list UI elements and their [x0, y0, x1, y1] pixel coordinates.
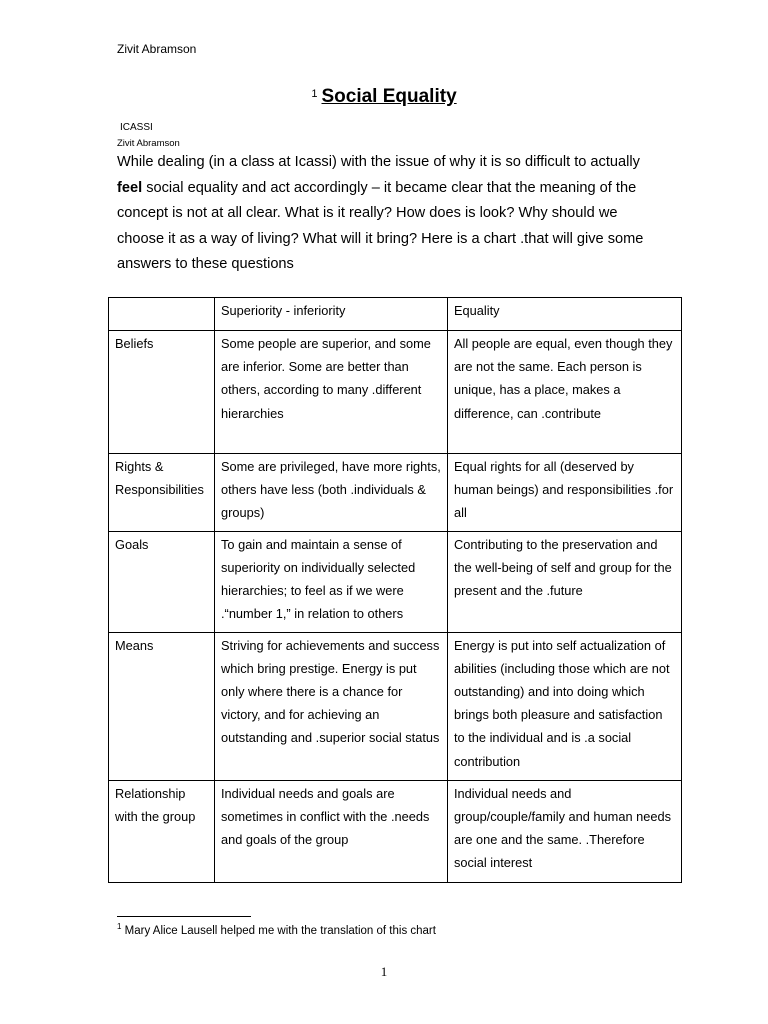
row-label: Goals [109, 531, 215, 632]
title-footnote-ref: 1 [311, 88, 318, 100]
header-cell: Superiority - inferiority [215, 298, 448, 331]
table-row [109, 531, 682, 632]
table-cell: Energy is put into self actualization of abilities (including those which are not outstanding) and into doing which brings both pleasure and satisfaction to the individual and is .a social contribution [448, 632, 682, 780]
table-row [109, 331, 682, 454]
header-author: Zivit Abramson [117, 42, 197, 56]
row-label: Beliefs [109, 331, 215, 454]
comparison-table [108, 297, 682, 883]
footnote-divider [117, 916, 251, 917]
page-title: Social Equality [321, 86, 457, 107]
title-block [0, 86, 768, 108]
table-cell: Some people are superior, and some are inferior. Some are better than others, according to many .different hierarchies [215, 331, 448, 454]
table-row [109, 454, 682, 532]
intro-keyword: feel [117, 179, 143, 196]
table-cell: Individual needs and group/couple/family and human needs are one and the same. .Therefore social interest [448, 780, 682, 882]
row-label: Relationship with the group [109, 780, 215, 882]
table-header-row [109, 298, 682, 331]
table-cell: Contributing to the preservation and the well-being of self and group for the present and the .future [448, 531, 682, 632]
table-row [109, 780, 682, 882]
header-cell: Equality [448, 298, 682, 331]
intro-text-end: social equality and act accordingly – it became clear that the meaning of the concept is not at all clear. What is it really? How does is look? Why should we choose it as a way of living? What will it bring? Here is a chart .that will give some answers to these questions [117, 179, 644, 272]
footnote-marker: 1 [117, 922, 122, 931]
table-row [109, 632, 682, 780]
page-number: 1 [380, 964, 388, 979]
row-label: Rights & Responsibilities [109, 454, 215, 532]
intro-paragraph [117, 150, 657, 278]
table-cell: To gain and maintain a sense of superiority on individually selected hierarchies; to feel as if we were .“number 1,” in relation to others [215, 531, 448, 632]
header-cell [109, 298, 215, 331]
table-cell: All people are equal, even though they are not the same. Each person is unique, has a place, makes a difference, can .contribute [448, 331, 682, 454]
table-cell: Striving for achievements and success which bring prestige. Energy is put only where there is a chance for victory, and for achieving an outstanding and .superior social status [215, 632, 448, 780]
table-cell: Individual needs and goals are sometimes in conflict with the .needs and goals of the group [215, 780, 448, 882]
footnote [117, 922, 436, 937]
intro-text-start: While dealing (in a class at Icassi) with the issue of why it is so difficult to actually [117, 154, 640, 170]
byline: Zivit Abramson [117, 138, 180, 149]
footnote-text: Mary Alice Lausell helped me with the translation of this chart [124, 924, 436, 937]
table-cell: Some are privileged, have more rights, others have less (both .individuals & groups) [215, 454, 448, 532]
organization-label: ICASSI [120, 122, 153, 133]
table-cell: Equal rights for all (deserved by human beings) and responsibilities .for all [448, 454, 682, 532]
row-label: Means [109, 632, 215, 780]
